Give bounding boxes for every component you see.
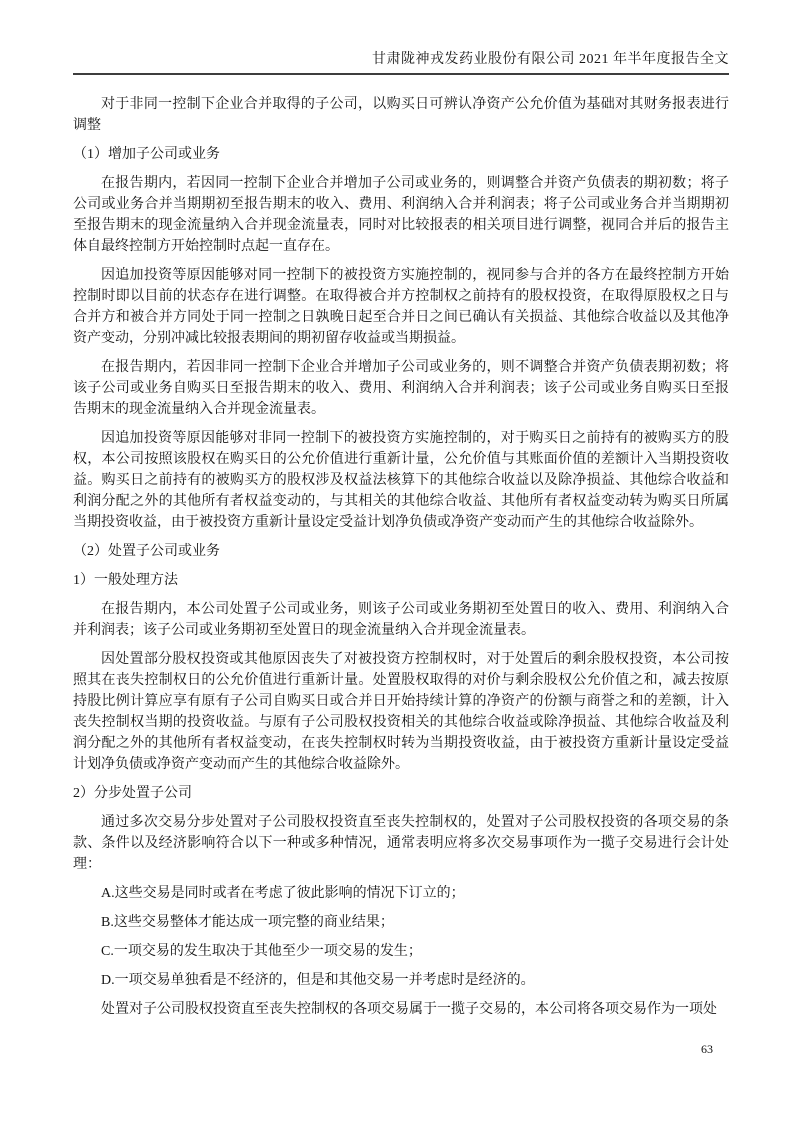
paragraph: 因追加投资等原因能够对同一控制下的被投资方实施控制的，视同参与合并的各方在最终控制方开始控制时即以目前的状态存在进行调整。在取得被合并方控制权之前持有的股权投资，在取得原股权之日与合并方和被合并方同处于同一控制之日孰晚日起至合并日之间已确认有关损益、其他综合收益以及其他净资产变动，分别冲减比较报表期间的期初留存收益或当期损益。 (73, 268, 729, 346)
paragraph: 通过多次交易分步处置对子公司股权投资直至丧失控制权的，处置对子公司股权投资的各项交易的条款、条件以及经济影响符合以下一种或多种情况，通常表明应将多次交易事项作为一揽子交易进行会计处理： (73, 815, 729, 872)
paragraph: 处置对子公司股权投资直至丧失控制权的各项交易属于一揽子交易的，本公司将各项交易作为一项处 (101, 1002, 717, 1017)
header-title: 甘肃陇神戎发药业股份有限公司 2021 年半年度报告全文 (372, 52, 729, 67)
paragraph: 对于非同一控制下企业合并取得的子公司，以购买日可辨认净资产公允价值为基础对其财务报表进行调整 (73, 97, 729, 133)
paragraph: 在报告期内，本公司处置子公司或业务，则该子公司或业务期初至处置日的收入、费用、利润纳入合并利润表；该子公司或业务期初至处置日的现金流量纳入合并现金流量表。 (73, 602, 729, 638)
list-item: C.一项交易的发生取决于其他至少一项交易的发生； (101, 944, 422, 959)
section-heading: （2）处置子公司或业务 (73, 544, 220, 559)
paragraph: 因追加投资等原因能够对非同一控制下的被投资方实施控制的，对于购买日之前持有的被购买方的股权，本公司按照该股权在购买日的公允价值进行重新计量，公允价值与其账面价值的差额计入当期投资收益。购买日之前持有的被购买方的股权涉及权益法核算下的其他综合收益以及除净损益、其他综合收益和利润分配之外的其他所有者权益变动的，与其相关的其他综合收益、其他所有者权益变动转为购买日所属当期投资收益，由于被投资方重新计量设定受益计划净负债或净资产变动而产生的其他综合收益除外。 (73, 431, 729, 530)
page-number: 63 (701, 1042, 713, 1056)
section-heading: 1）一般处理方法 (73, 573, 178, 588)
list-item: A.这些交易是同时或者在考虑了彼此影响的情况下订立的； (101, 886, 465, 901)
page-footer (0, 1042, 793, 1062)
paragraph: 在报告期内，若因非同一控制下企业合并增加子公司或业务的，则不调整合并资产负债表期初数；将该子公司或业务自购买日至报告期末的收入、费用、利润纳入合并利润表；该子公司或业务自购买日至报告期末的现金流量纳入合并现金流量表。 (73, 360, 729, 417)
section-heading: 2）分步处置子公司 (73, 786, 192, 801)
list-item: D.一项交易单独看是不经济的，但是和其他交易一并考虑时是经济的。 (101, 973, 535, 988)
paragraph: 在报告期内，若因同一控制下企业合并增加子公司或业务的，则调整合并资产负债表的期初数；将子公司或业务合并当期期初至报告期末的收入、费用、利润纳入合并利润表；将子公司或业务合并当期期初至报告期末的现金流量纳入合并现金流量表，同时对比较报表的相关项目进行调整，视同合并后的报告主体自最终控制方开始控制时点起一直存在。 (73, 176, 729, 254)
section-heading: （1）增加子公司或业务 (73, 147, 220, 162)
list-item: B.这些交易整体才能达成一项完整的商业结果； (101, 915, 394, 930)
document-body (73, 94, 729, 1028)
page-header (73, 52, 729, 75)
paragraph: 因处置部分股权投资或其他原因丧失了对被投资方控制权时，对于处置后的剩余股权投资，本公司按照其在丧失控制权日的公允价值进行重新计量。处置股权取得的对价与剩余股权公允价值之和，减去按原持股比例计算应享有原有子公司自购买日或合并日开始持续计算的净资产的份额与商誉之和的差额，计入丧失控制权当期的投资收益。与原有子公司股权投资相关的其他综合收益或除净损益、其他综合收益及利润分配之外的其他所有者权益变动，在丧失控制权时转为当期投资收益，由于被投资方重新计量设定受益计划净负债或净资产变动而产生的其他综合收益除外。 (73, 652, 729, 772)
